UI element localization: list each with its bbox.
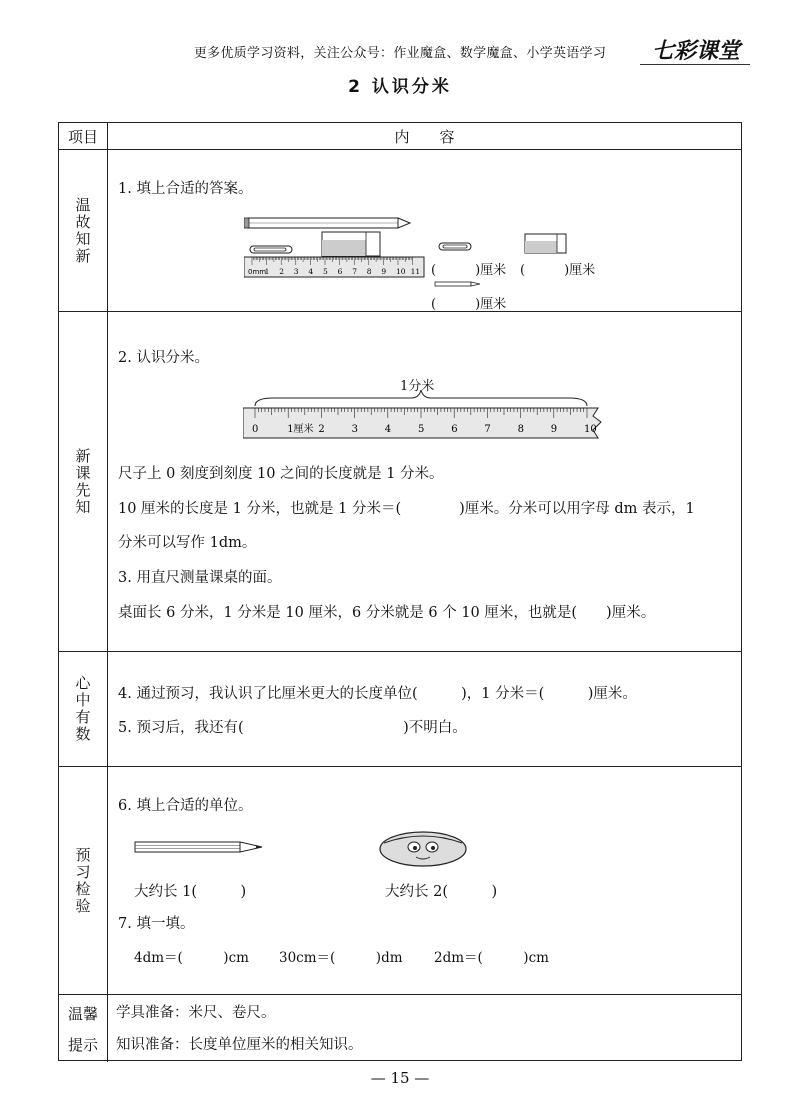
question-3: 3. 用直尺测量课桌的面。 (118, 570, 282, 586)
text-line-3: 分米可以写作 1dm。 (118, 535, 257, 551)
answer-c[interactable]: ( )厘米 (431, 297, 507, 312)
eraser-small-icon (524, 233, 568, 255)
section-content (108, 652, 741, 766)
pencil-icon (134, 839, 266, 855)
answer-b[interactable]: ( )厘米 (520, 263, 596, 278)
section-new-lesson (59, 312, 741, 652)
page-title: 2 认识分米 (348, 77, 452, 97)
text-line-2: 10 厘米的长度是 1 分米，也就是 1 分米＝( )厘米。分米可以用字母 dm 表示，1 (118, 501, 695, 517)
worksheet-table (58, 122, 742, 1061)
header-content-cell (108, 123, 741, 149)
ruler-tick-label: 4 (384, 424, 392, 435)
ruler-tick-label: 8 (366, 267, 372, 276)
pencil-small-icon (434, 280, 484, 288)
header-content: 内 容 (394, 127, 455, 146)
brace-label: 1分米 (400, 379, 435, 394)
text-line-4: 桌面长 6 分米，1 分米是 10 厘米，6 分米就是 6 个 10 厘米，也就是( )厘米。 (118, 605, 656, 621)
fill-2[interactable]: 30cm＝( )dm (279, 950, 403, 966)
page-number: — 15 — (370, 1069, 430, 1087)
question-7: 7. 填一填。 (118, 916, 195, 932)
ruler-tick-label: 7 (352, 267, 357, 276)
pencil-icon (244, 218, 410, 228)
ruler-tick-label: 3 (351, 424, 358, 435)
answer-a[interactable]: ( )厘米 (431, 263, 507, 278)
section-content (108, 150, 741, 311)
question-5[interactable]: 5. 预习后，我还有( )不明白。 (118, 720, 467, 736)
question-4[interactable]: 4. 通过预习，我认识了比厘米更大的长度单位( )，1 分米＝( )厘米。 (118, 686, 637, 702)
section-content (108, 312, 741, 651)
section-label-cell (59, 767, 108, 994)
ruler-tick-label: 6 (337, 267, 343, 276)
tip-tools: 学具准备：米尺、卷尺。 (116, 1005, 276, 1021)
section-label-2: 提示 (67, 1035, 98, 1054)
tip-knowledge: 知识准备：长度单位厘米的相关知识。 (116, 1037, 363, 1053)
ruler-tick-label: 3 (293, 267, 299, 276)
ruler-tick-label: 11 (410, 267, 421, 276)
ruler-tick-label: 9 (381, 267, 387, 276)
ruler-tick-label: 1 (264, 267, 270, 276)
ruler-tick-label: 10 (396, 267, 406, 276)
section-review (59, 150, 741, 312)
fill-3[interactable]: 2dm＝( )cm (434, 950, 549, 966)
question-2: 2. 认识分米。 (118, 350, 209, 366)
ruler-tick-label: 1厘米 (287, 424, 314, 435)
eraser-icon (322, 232, 380, 256)
text-line-1: 尺子上 0 刻度到刻度 10 之间的长度就是 1 分米。 (118, 466, 444, 482)
question-6: 6. 填上合适的单位。 (118, 798, 253, 814)
header-note: 更多优质学习资料，关注公众号：作业魔盒、数学魔盒、小学英语学习 (193, 46, 607, 61)
header-label: 项目 (67, 127, 98, 146)
ruler-tick-label: 2 (279, 267, 284, 276)
section-understanding (59, 652, 741, 767)
section-label-cell (59, 312, 108, 651)
ruler-tick-label: 6 (451, 424, 458, 435)
section-label-cell (59, 652, 108, 766)
ruler-tick-label: 0 (252, 424, 259, 435)
ruler-tick-label: 2 (318, 424, 325, 435)
section-label: 新课先知 (73, 447, 92, 516)
section-label-cell (59, 150, 108, 311)
answer-pencil-case[interactable]: 大约长 2( ) (385, 884, 498, 900)
ruler-tick-label: 5 (323, 267, 328, 276)
header-label-cell (59, 123, 108, 149)
section-content (108, 767, 741, 994)
section-preview-check (59, 767, 741, 995)
brand-logo: 七彩课堂 (652, 39, 741, 64)
answer-pencil[interactable]: 大约长 1( ) (134, 884, 247, 900)
section-label-cell (59, 995, 108, 1062)
fill-1[interactable]: 4dm＝( )cm (134, 950, 249, 966)
question-1: 1. 填上合适的答案。 (118, 181, 253, 197)
decimeter-ruler-illustration (243, 390, 608, 448)
brace-icon (255, 390, 587, 406)
ruler-tick-label: 9 (550, 424, 558, 435)
section-label-1: 温馨 (67, 1004, 98, 1023)
ruler-tick-label: 4 (308, 267, 314, 276)
section-label: 心中有数 (73, 675, 92, 743)
section-content (108, 995, 741, 1062)
brand-underline (640, 64, 750, 65)
table-header-row (59, 123, 741, 150)
ruler-tick-label: 10 (584, 424, 597, 435)
section-label: 预习检验 (73, 846, 92, 915)
ruler-tick-label: 8 (517, 424, 524, 435)
ruler-zero-label: 0mm (248, 268, 267, 276)
ruler-tick-label: 5 (418, 424, 425, 435)
section-tips (59, 995, 741, 1062)
pencil-case-icon (378, 825, 468, 869)
paperclip-small-icon (438, 242, 478, 252)
ruler-tick-label: 7 (484, 424, 491, 435)
paperclip-icon (250, 246, 292, 253)
section-label: 温故知新 (73, 196, 92, 265)
